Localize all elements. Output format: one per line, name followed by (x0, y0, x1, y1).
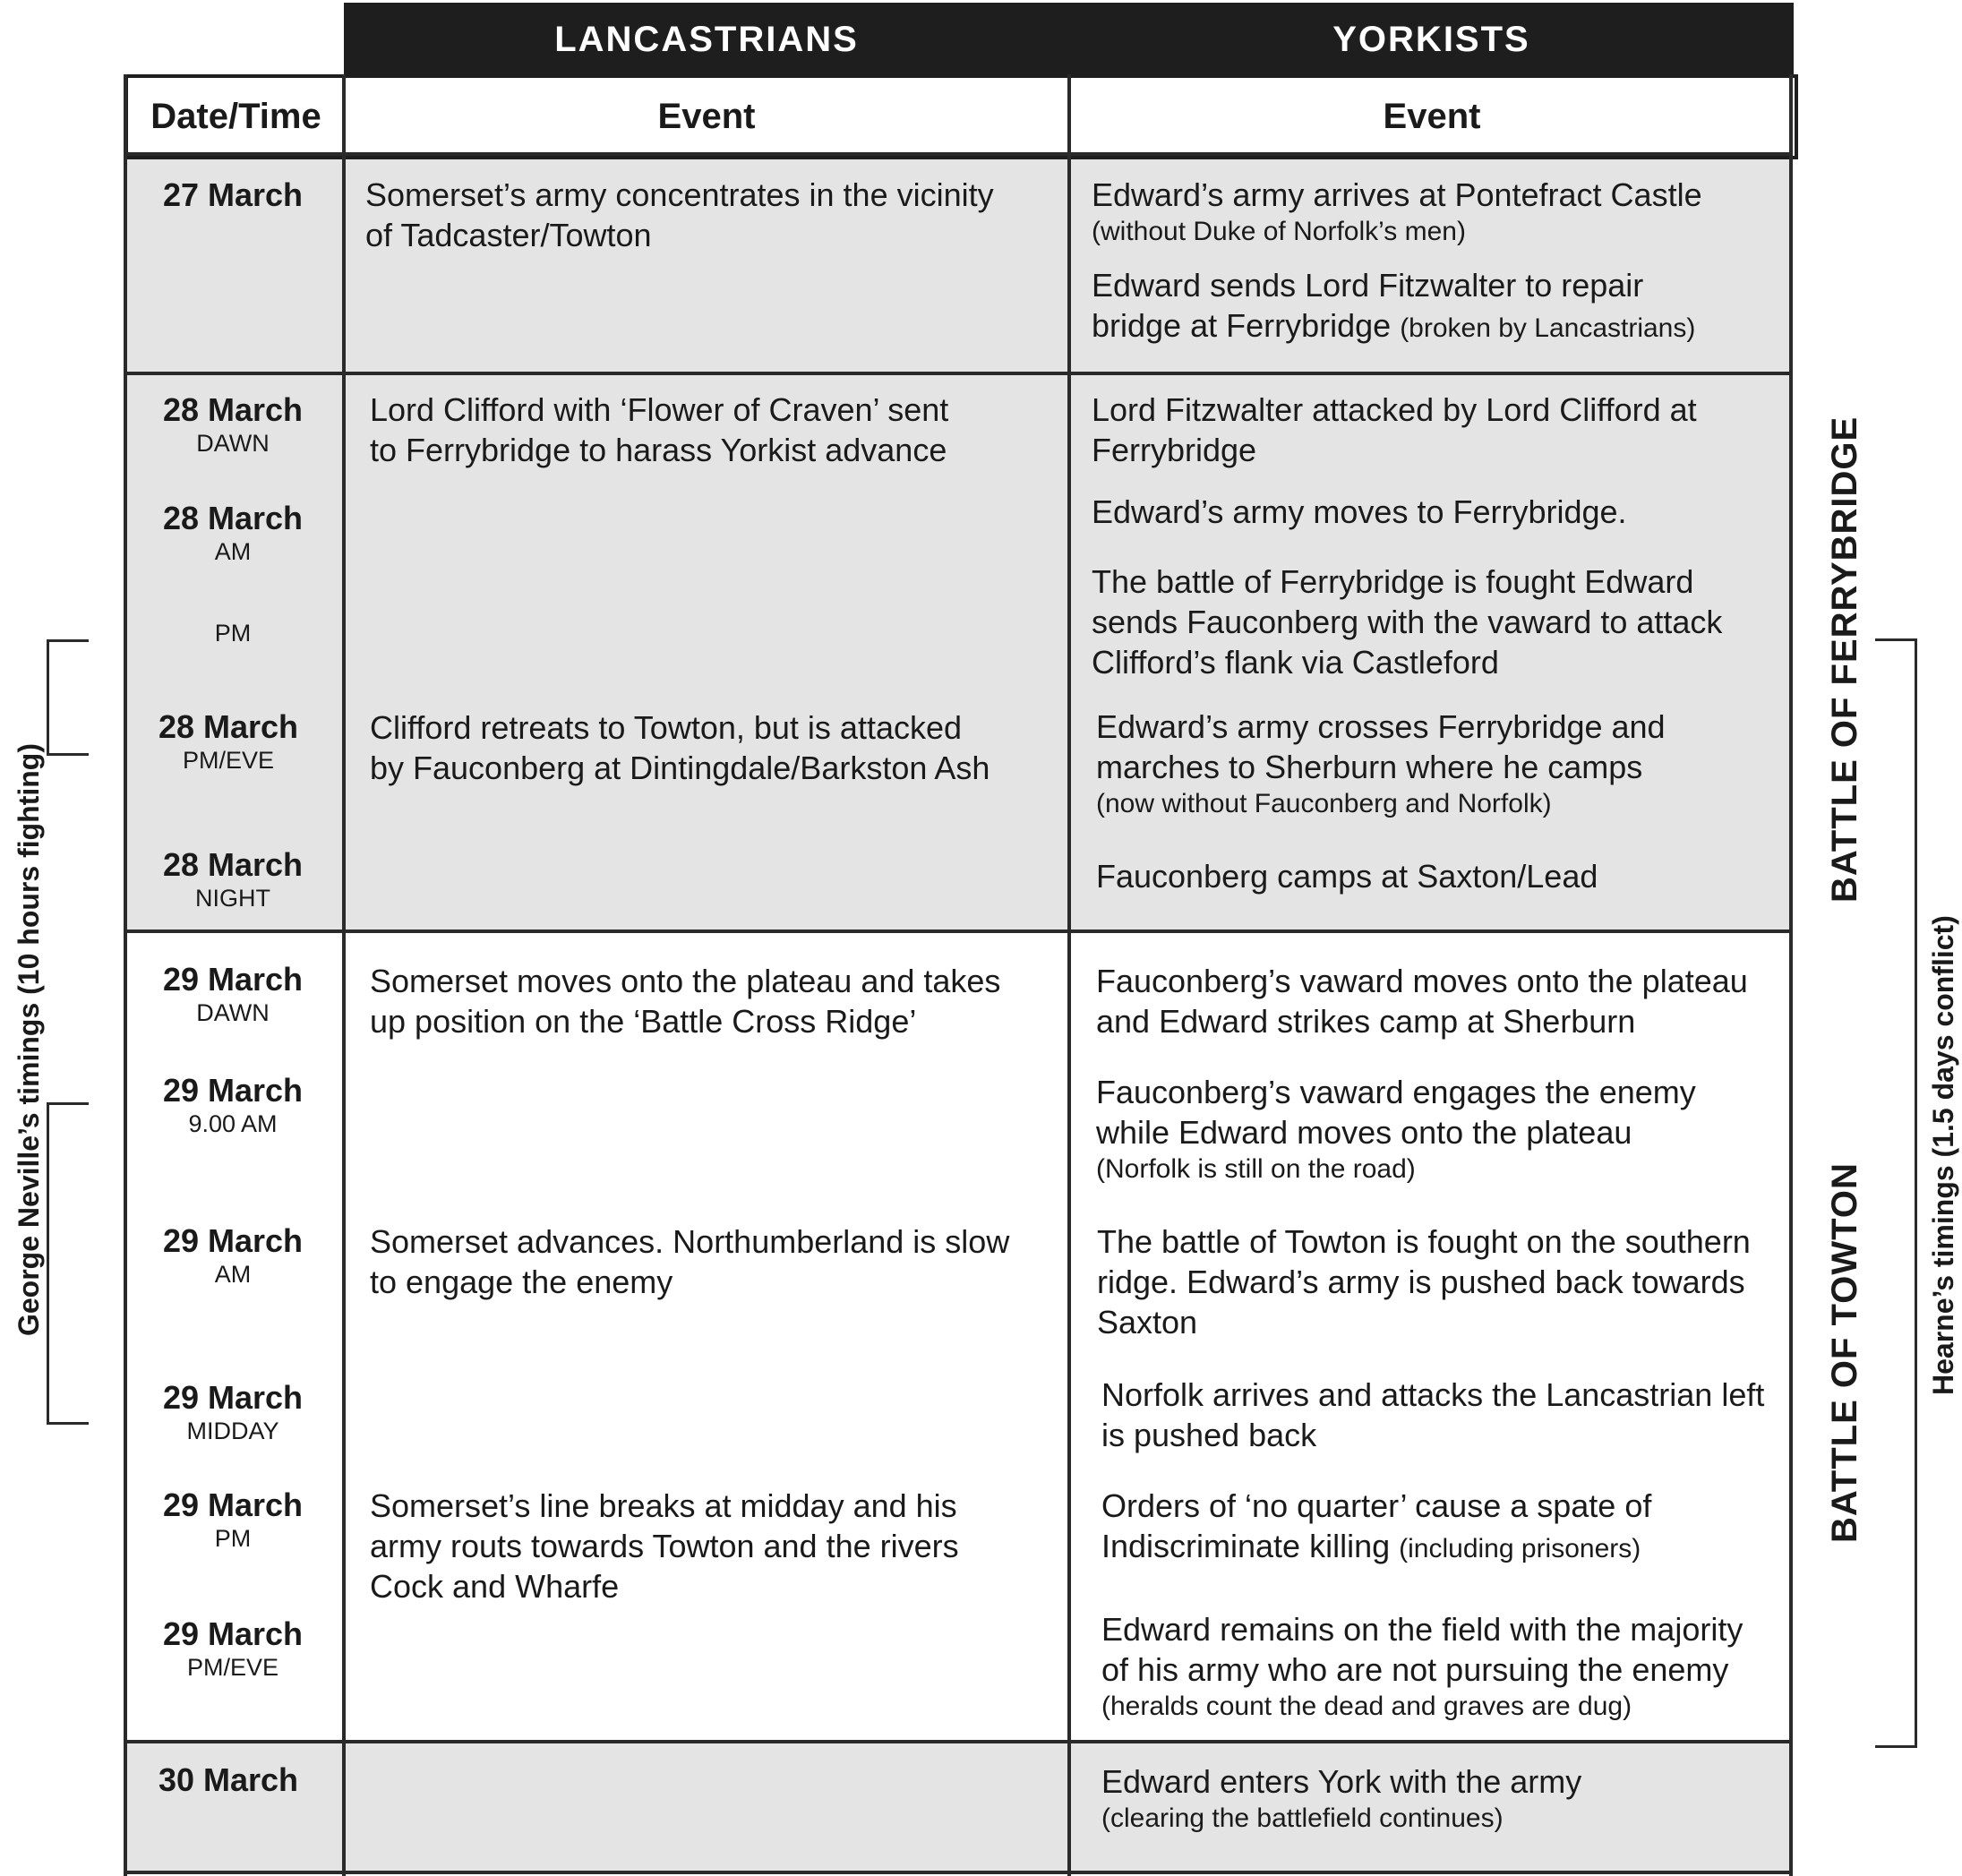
yorkist-event-28-am: Edward’s army moves to Ferrybridge. (1092, 493, 1627, 530)
hearne-timings-label: Hearne’s timings (1.5 days conflict) (1927, 915, 1959, 1395)
yorkist-event-29-pm-eve: Edward remains on the field with the majority of his army who are not pursuing the enemy (heralds count the dead and graves are dug) (1101, 1611, 1744, 1721)
yorkist-event-27-march: Edward’s army arrives at Pontefract Castle (without Duke of Norfolk’s men) Edward sends Lord Fitzwalter to repair bridge at Ferrybridge (broken by Lancastrians) (1092, 176, 1702, 344)
battle-of-towton-label: BATTLE OF TOWTON (1825, 1162, 1864, 1543)
date-29-march-pm: 29 March PM (162, 1486, 304, 1552)
lancastrian-event-29-dawn: Somerset moves onto the plateau and takes up position on the ‘Battle Cross Ridge’ (370, 963, 1001, 1040)
lancastrian-event-28-pm-eve: Clifford retreats to Towton, but is attacked by Fauconberg at Dintingdale/Barkston Ash (370, 709, 990, 786)
yorkists-heading: YORKISTS (1332, 20, 1530, 59)
date-29-march-dawn: 29 March DAWN (162, 961, 304, 1026)
table-divider-date (342, 74, 346, 1876)
lancastrian-event-29-pm: Somerset’s line breaks at midday and his army routs towards Towton and the rivers Cock and Wharfe (370, 1487, 959, 1605)
date-30-march: 30 March (158, 1761, 299, 1798)
lancastrians-heading: LANCASTRIANS (554, 20, 859, 59)
yorkist-event-28-night: Fauconberg camps at Saxton/Lead (1096, 858, 1598, 895)
date-29-march-pm-eve: 29 March PM/EVE (162, 1615, 304, 1681)
hearne-bracket (1875, 638, 1917, 1748)
rule-27-28 (124, 372, 1793, 375)
date-29-march-am: 29 March AM (162, 1222, 304, 1288)
yorkist-event-28-pm: The battle of Ferrybridge is fought Edward sends Fauconberg with the vaward to attack Clifford’s flank via Castleford (1092, 563, 1723, 681)
date-27-march: 27 March (162, 176, 304, 213)
yorkist-event-29-pm: Orders of ‘no quarter’ cause a spate of Indiscriminate killing (including prisoners) (1101, 1487, 1652, 1564)
lancastrian-event-heading: Event (657, 97, 756, 136)
date-29-march-9am: 29 March 9.00 AM (162, 1072, 304, 1137)
yorkist-event-30-march: Edward enters York with the army (clearing the battlefield continues) (1101, 1763, 1582, 1833)
lancastrian-event-29-am: Somerset advances. Northumberland is slow to engage the enemy (370, 1223, 1010, 1300)
yorkist-event-28-dawn: Lord Fitzwalter attacked by Lord Clifford at Ferrybridge (1092, 391, 1697, 468)
date-28-march-night: 28 March NIGHT (162, 846, 304, 912)
date-28-march-am: 28 March AM (162, 500, 304, 565)
column-header-row (124, 74, 1798, 159)
date-28-march-pm-eve: 28 March PM/EVE (158, 708, 299, 774)
date-29-march-midday: 29 March MIDDAY (162, 1379, 304, 1444)
yorkist-event-29-9am: Fauconberg’s vaward engages the enemy while Edward moves onto the plateau (Norfolk is still on the road) (1096, 1074, 1696, 1184)
lancastrian-event-27-march: Somerset’s army concentrates in the vicinity of Tadcaster/Towton (365, 176, 994, 253)
yorkist-event-29-dawn: Fauconberg’s vaward moves onto the plateau and Edward strikes camp at Sherburn (1096, 963, 1748, 1040)
george-neville-timings-label: George Neville’s timings (10 hours fighting) (13, 742, 45, 1336)
yorkist-event-29-am: The battle of Towton is fought on the southern ridge. Edward’s army is pushed back towards Saxton (1097, 1223, 1751, 1341)
battle-of-ferrybridge-label: BATTLE OF FERRYBRIDGE (1825, 415, 1864, 903)
date-28-march-pm: PM (214, 620, 252, 647)
lancastrian-event-28-dawn: Lord Clifford with ‘Flower of Craven’ sent to Ferrybridge to harass Yorkist advance (370, 391, 949, 468)
neville-bracket-bottom (47, 1102, 89, 1425)
faction-header-bar (344, 3, 1794, 76)
rule-28-29 (124, 929, 1793, 933)
yorkist-event-heading: Event (1383, 97, 1481, 136)
table-border-right (1789, 74, 1793, 1876)
yorkist-event-29-midday: Norfolk arrives and attacks the Lancastrian left is pushed back (1101, 1376, 1765, 1453)
date-time-heading: Date/Time (150, 97, 321, 136)
yorkist-event-28-pm-eve: Edward’s army crosses Ferrybridge and marches to Sherburn where he camps (now without Fauconberg and Norfolk) (1096, 708, 1666, 818)
neville-bracket-top (47, 639, 89, 756)
rule-29-30 (124, 1740, 1793, 1743)
table-border-bottom (124, 1871, 1793, 1874)
table-divider-event (1067, 74, 1071, 1876)
date-28-march-dawn: 28 March DAWN (162, 391, 304, 457)
rule-below-header (124, 152, 1793, 156)
